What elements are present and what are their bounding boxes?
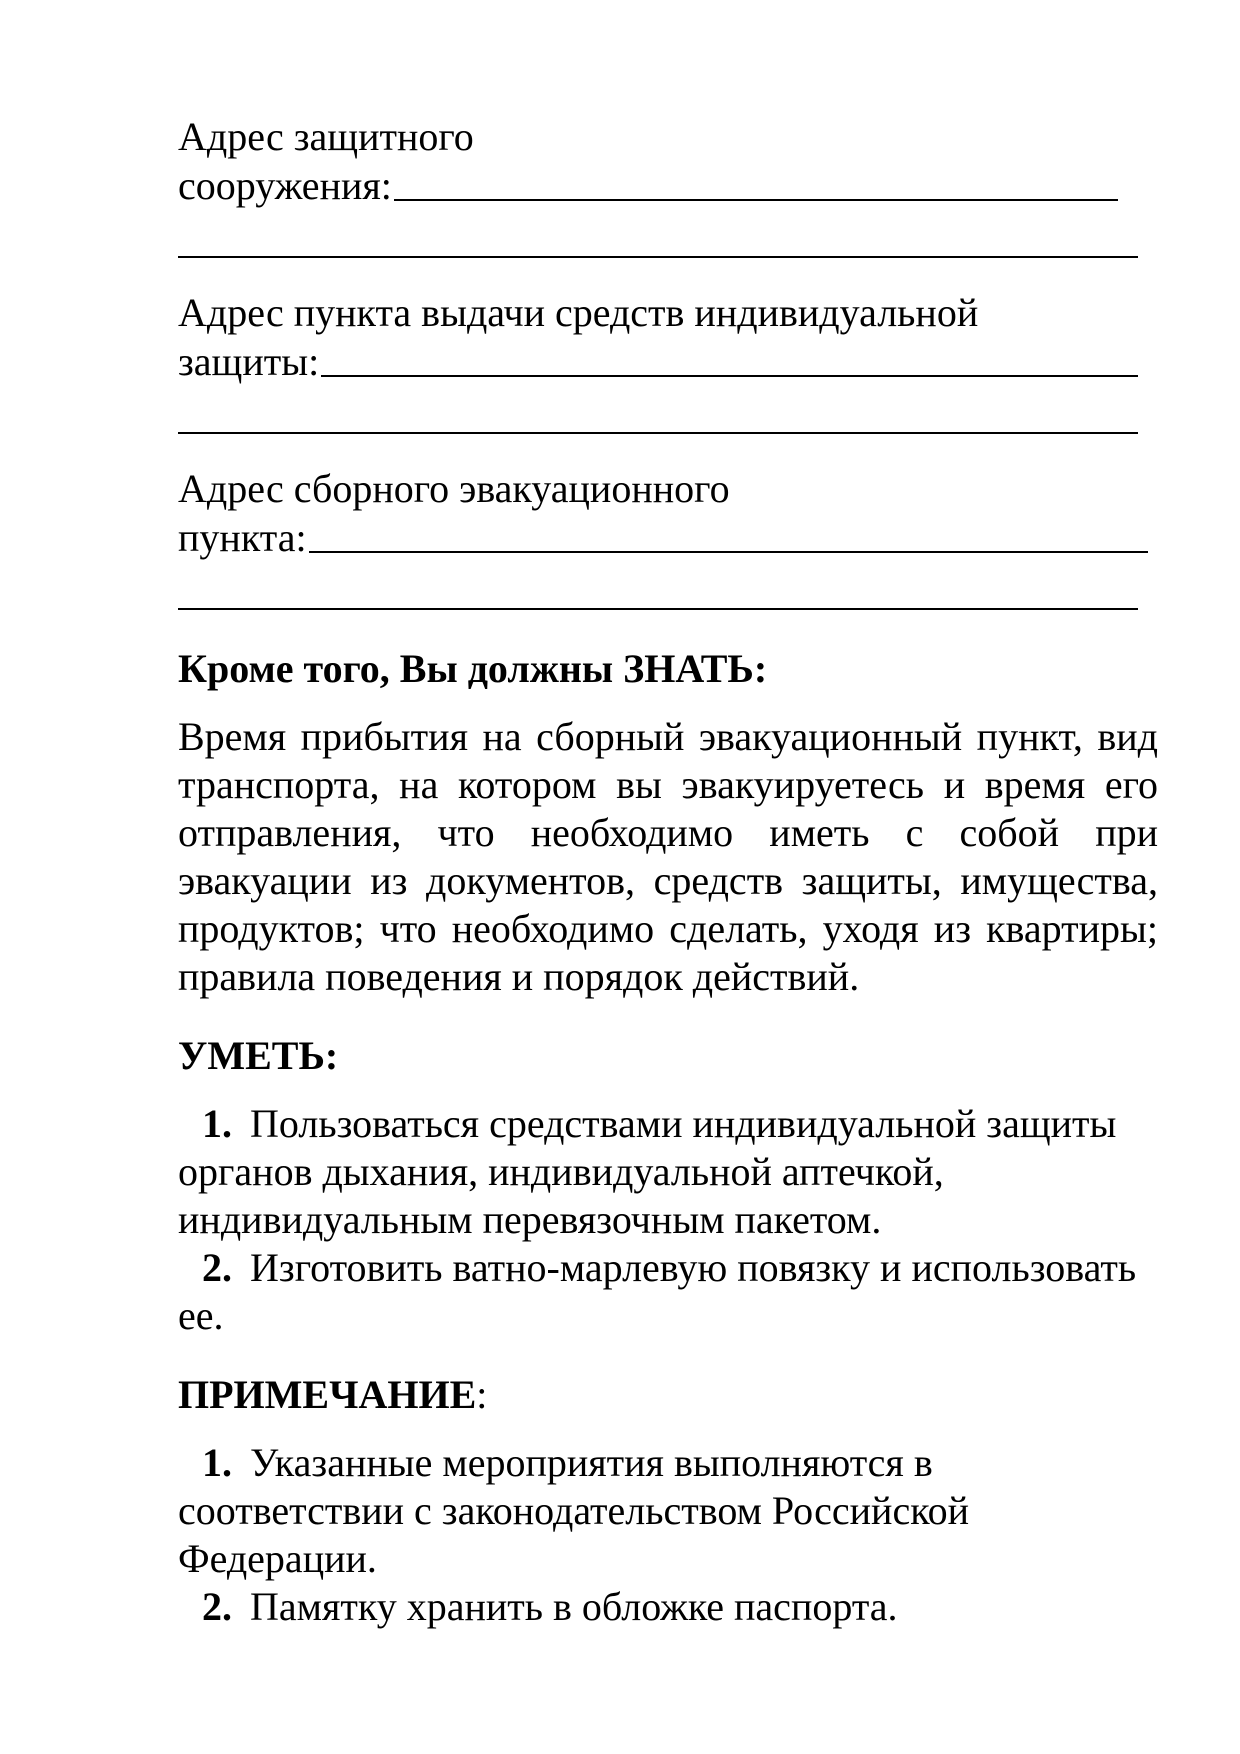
shelter-address-block	[178, 112, 1158, 258]
evacuation-point-address-label-cont: пункта:	[178, 515, 307, 560]
list-item-number: 1.	[202, 1440, 232, 1485]
know-heading: Кроме того, Вы должны ЗНАТЬ:	[178, 646, 768, 691]
list-item-text: Указанные мероприятия выполняются в соответствии с законодательством Российской Федерации.	[178, 1440, 970, 1581]
note-heading	[178, 1370, 1158, 1419]
blank-line[interactable]	[178, 432, 1138, 434]
ppe-point-address-label: Адрес пункта выдачи средств индивидуальной	[178, 290, 979, 335]
memo-page	[178, 112, 1158, 1631]
blank-line	[309, 551, 1148, 553]
evacuation-point-address-block	[178, 464, 1158, 610]
blank-line	[394, 199, 1118, 201]
list-item-text: Памятку хранить в обложке паспорта.	[250, 1584, 898, 1629]
list-item	[178, 1583, 1158, 1631]
list-item-text: Изготовить ватно-марлевую повязку и использовать ее.	[178, 1245, 1137, 1338]
note-heading-text: ПРИМЕЧАНИЕ	[178, 1372, 477, 1417]
ppe-point-address-block	[178, 288, 1158, 434]
shelter-address-label: Адрес защитного	[178, 114, 474, 159]
list-item-number: 2.	[202, 1245, 232, 1290]
list-item	[178, 1244, 1158, 1340]
evacuation-point-address-label: Адрес сборного эвакуационного	[178, 466, 730, 511]
shelter-address-label-cont: сооружения:	[178, 163, 392, 208]
list-item-text: Пользоваться средствами индивидуальной защиты органов дыхания, индивидуальной аптечкой, индивидуальным перевязочным пакетом.	[178, 1101, 1117, 1242]
ppe-point-address-label-cont: защиты:	[178, 339, 320, 384]
note-heading-colon: :	[476, 1372, 488, 1417]
list-item	[178, 1100, 1158, 1244]
list-item-number: 1.	[202, 1101, 232, 1146]
shelter-address-field[interactable]	[178, 161, 1118, 210]
list-item-number: 2.	[202, 1584, 232, 1629]
blank-line[interactable]	[178, 256, 1138, 258]
note-list	[178, 1439, 1158, 1631]
list-item	[178, 1439, 1158, 1583]
ppe-point-address-field[interactable]	[178, 337, 1138, 386]
skills-list	[178, 1100, 1158, 1340]
blank-line	[321, 375, 1138, 377]
evacuation-point-address-field[interactable]	[178, 513, 1148, 562]
know-paragraph: Время прибытия на сборный эвакуационный пункт, вид транспорта, на котором вы эвакуируетесь и время его отправления, что необходимо иметь с собой при эвакуации из документов, средств защиты, имущества, продуктов; что необходимо сделать, уходя из квартиры; правила поведения и порядок действий.	[178, 714, 1158, 999]
skills-heading: УМЕТЬ:	[178, 1033, 339, 1078]
blank-line[interactable]	[178, 608, 1138, 610]
